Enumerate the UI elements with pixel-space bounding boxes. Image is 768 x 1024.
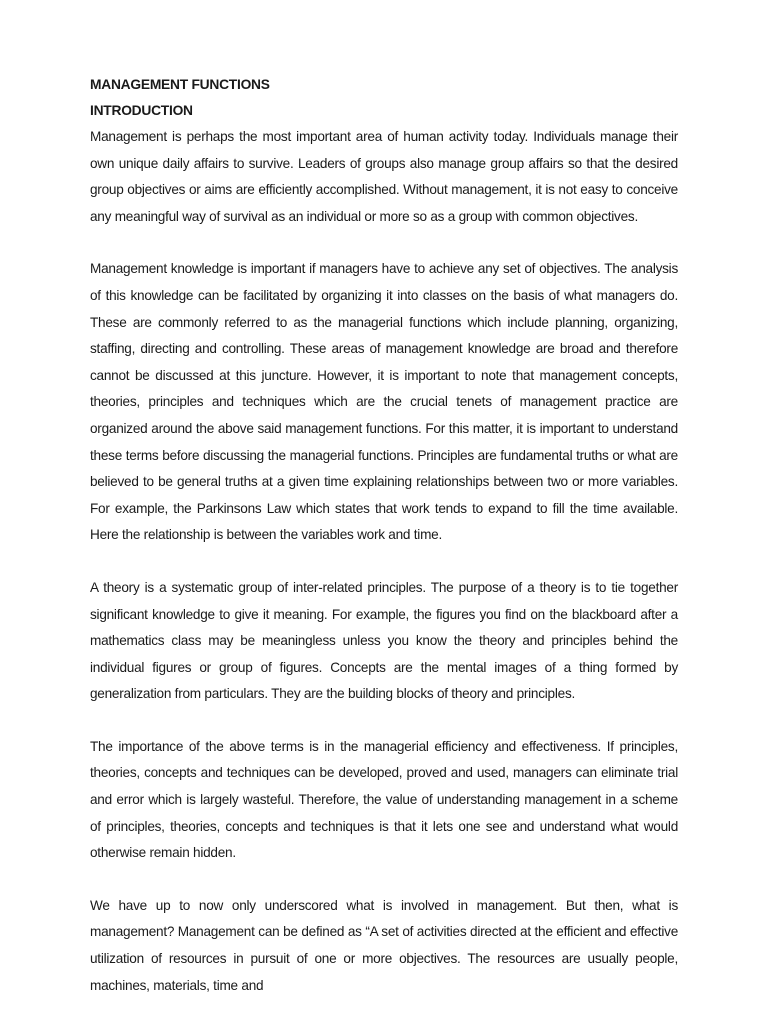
section-heading: INTRODUCTION: [90, 103, 193, 118]
document-page: [90, 72, 678, 999]
paragraph-intro: Management is perhaps the most important area of human activity today. Individuals manage their own unique daily affairs to survive. Leaders of groups also manage group affairs so that the desired group objectives or aims are efficiently accomplished. Without management, it is not easy to conceive any meaningful way of survival as an individual or more so as a group with common objectives.: [90, 129, 678, 224]
paragraph-theory: A theory is a systematic group of inter-related principles. The purpose of a theory is to tie together significant knowledge to give it meaning. For example, the figures you find on the blackboard after a mathematics class may be meaningless unless you know the theory and principles behind the individual figures or group of figures. Concepts are the mental images of a thing formed by generalization from particulars. They are the building blocks of theory and principles.: [90, 579, 678, 702]
document-title: MANAGEMENT FUNCTIONS: [90, 77, 270, 92]
paragraph-importance: The importance of the above terms is in the managerial efficiency and effectiveness. If principles, theories, concepts and techniques can be developed, proved and used, managers can eliminate trial and error which is largely wasteful. Therefore, the value of understanding management in a scheme of principles, theories, concepts and techniques is that it lets one see and understand what would otherwise remain hidden.: [90, 738, 678, 861]
paragraph-management-knowledge: Management knowledge is important if managers have to achieve any set of objectives. The analysis of this knowledge can be facilitated by organizing it into classes on the basis of what managers do. These are commonly referred to as the managerial functions which include planning, organizing, staffing, directing and controlling. These areas of management knowledge are broad and therefore cannot be discussed at this juncture. However, it is important to note that management concepts, theories, principles and techniques which are the crucial tenets of management practice are organized around the above said management functions. For this matter, it is important to understand these terms before discussing the managerial functions. Principles are fundamental truths or what are believed to be general truths at a given time explaining relationships between two or more variables. For example, the Parkinsons Law which states that work tends to expand to fill the time available. Here the relationship is between the variables work and time.: [90, 261, 678, 543]
paragraph-definition: We have up to now only underscored what is involved in management. But then, what is management? Management can be defined as “A set of activities directed at the efficient and effective utilization of resources in pursuit of one or more objectives. The resources are usually people, machines, materials, time and: [90, 897, 678, 993]
